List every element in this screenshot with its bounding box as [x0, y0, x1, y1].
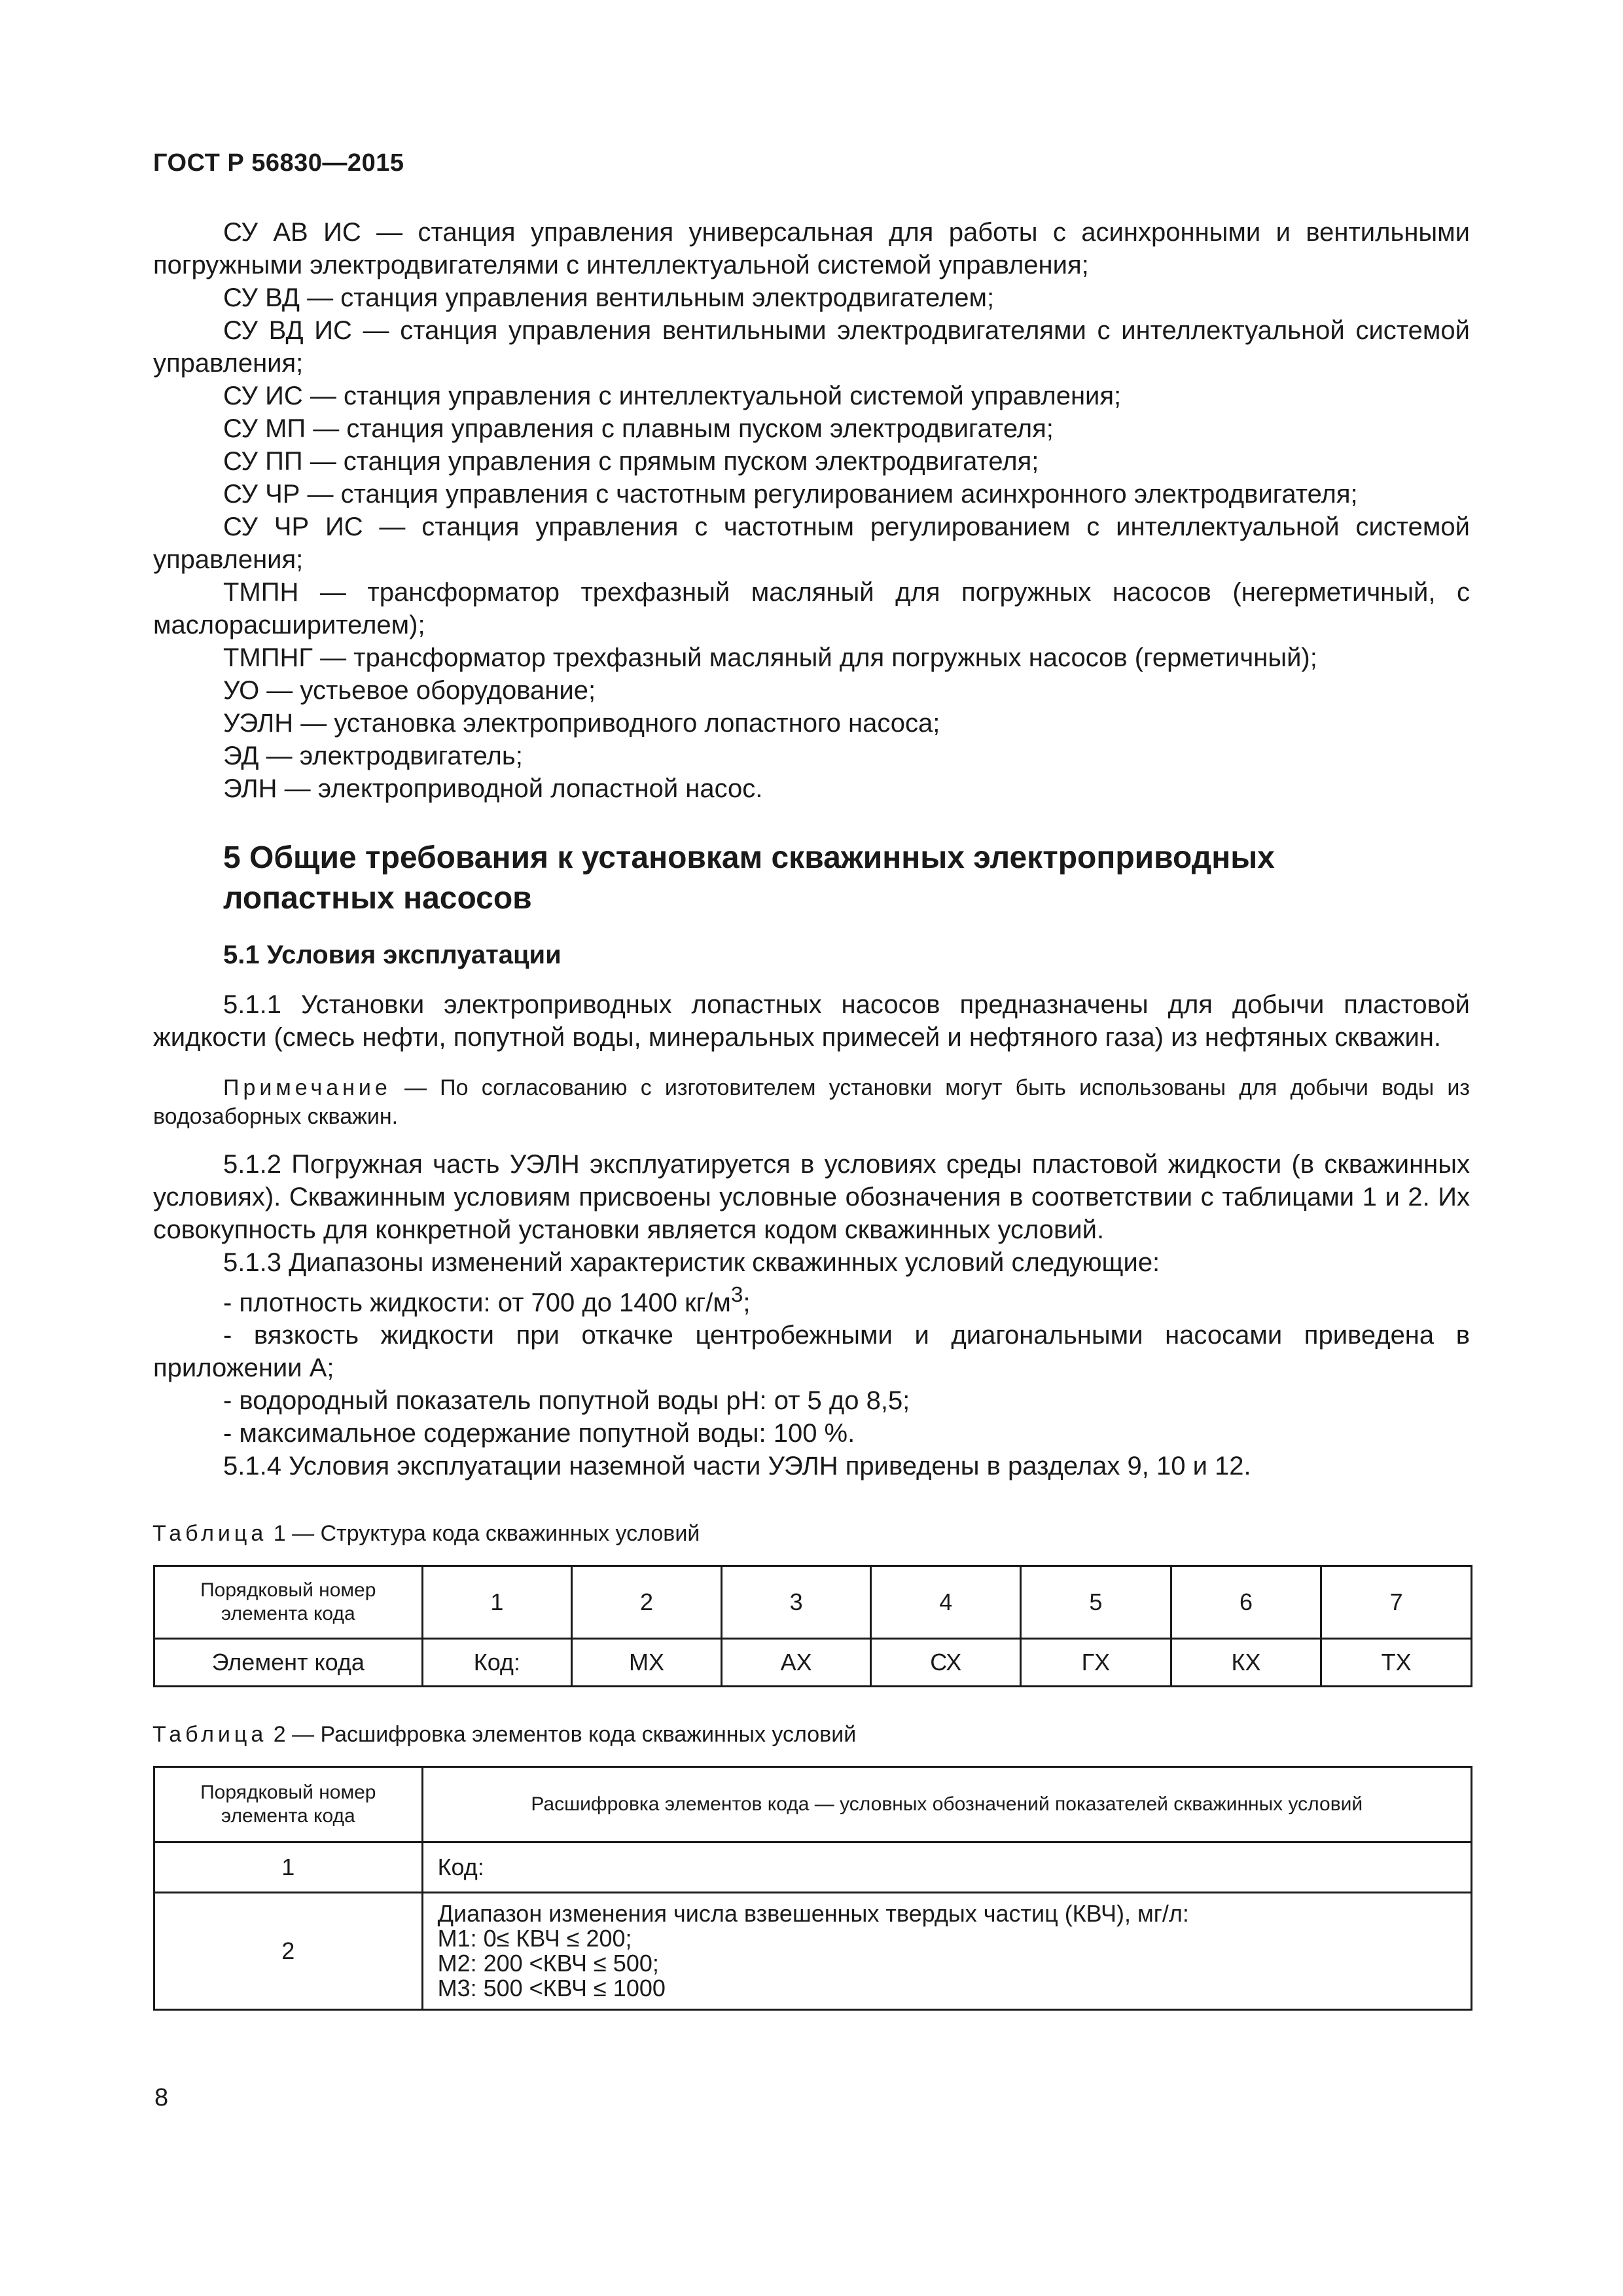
list-item-density	[153, 1279, 1470, 1319]
table-2-caption	[152, 1721, 1470, 1748]
table-cell-header: Порядковый номер элемента кода	[154, 1767, 423, 1842]
abbreviation-item: СУ ВД ИС — станция управления вентильными электродвигателями с интеллектуальной системой управления;	[153, 316, 1470, 378]
paragraph-5-1-4: 5.1.4 Условия эксплуатации наземной части УЭЛН приведены в разделах 9, 10 и 12.	[223, 1452, 1251, 1481]
abbreviation-item: ЭЛН — электроприводной лопастной насос.	[223, 774, 763, 803]
abbreviation-item: ТМПН — трансформатор трехфазный масляный для погружных насосов (негерметичный, с маслорасширителем);	[153, 578, 1470, 639]
table-cell-line: М2: 200 <КВЧ ≤ 500;	[437, 1950, 659, 1977]
table-cell: 7	[1321, 1566, 1472, 1639]
note-label: Примечание	[223, 1075, 391, 1100]
paragraph-5-1-3: 5.1.3 Диапазоны изменений характеристик скважинных условий следующие:	[223, 1248, 1160, 1277]
table-row	[154, 1639, 1472, 1687]
abbreviation-item: ЭД — электродвигатель;	[223, 742, 523, 770]
table-cell: 2	[572, 1566, 722, 1639]
table-2-caption-label: Таблица	[152, 1722, 268, 1748]
paragraph-5-1-1: 5.1.1 Установки электроприводных лопастных насосов предназначены для добычи пластовой жидкости (смесь нефти, попутной воды, минеральных примесей и нефтяного газа) из нефтяных скважин.	[153, 990, 1470, 1052]
table-cell: АХ	[721, 1639, 871, 1687]
abbreviation-list	[153, 216, 1470, 805]
table-2	[153, 1766, 1472, 2011]
section-5-title-line-2: лопастных насосов	[223, 881, 532, 916]
table-cell: 3	[721, 1566, 871, 1639]
note-paragraph	[153, 1073, 1470, 1131]
table-row	[154, 1893, 1472, 2010]
table-cell: 6	[1171, 1566, 1321, 1639]
list-item-ph: - водородный показатель попутной воды pH: от 5 до 8,5;	[223, 1386, 910, 1416]
density-superscript: 3	[730, 1283, 743, 1307]
note-text: — По согласованию с изготовителем установки могут быть использованы для добычи воды из водозаборных скважин.	[153, 1075, 1470, 1129]
table-1-caption	[152, 1520, 1470, 1547]
table-cell: Код:	[422, 1639, 572, 1687]
abbreviation-item: УО — устьевое оборудование;	[223, 676, 596, 705]
abbreviation-item: СУ АВ ИС — станция управления универсальная для работы с асинхронными и вентильными погружными электродвигателями с интеллектуальной системой управления;	[153, 218, 1470, 279]
table-cell-line: Диапазон изменения числа взвешенных твердых частиц (КВЧ), мг/л:	[437, 1900, 1189, 1928]
page-number: 8	[154, 2084, 169, 2111]
section-5-title-line-1: 5 Общие требования к установкам скважинных электроприводных	[223, 840, 1275, 875]
subsection-5-1-title: 5.1 Условия эксплуатации	[223, 941, 562, 969]
abbreviation-item: СУ ЧР — станция управления с частотным регулированием асинхронного электродвигателя;	[223, 480, 1358, 509]
table-cell	[422, 1893, 1471, 2010]
list-item-water: - максимальное содержание попутной воды: 100 %.	[223, 1419, 855, 1448]
table-cell: 1	[154, 1842, 423, 1893]
section-5-title	[153, 838, 1470, 919]
table-cell-header: Элемент кода	[154, 1639, 423, 1687]
table-cell: 2	[154, 1893, 423, 2010]
table-cell: КХ	[1171, 1639, 1321, 1687]
table-row	[154, 1566, 1472, 1639]
document-code-header: ГОСТ Р 56830—2015	[153, 149, 404, 177]
abbreviation-item: УЭЛН — установка электроприводного лопастного насоса;	[223, 709, 940, 738]
table-row	[154, 1767, 1472, 1842]
table-cell: Код:	[422, 1842, 1471, 1893]
table-cell: ТХ	[1321, 1639, 1472, 1687]
abbreviation-item: СУ ЧР ИС — станция управления с частотным регулированием с интеллектуальной системой управления;	[153, 512, 1470, 574]
table-1-caption-text: 1 — Структура кода скважинных условий	[267, 1521, 700, 1547]
abbreviation-item: СУ ВД — станция управления вентильным электродвигателем;	[223, 283, 995, 312]
abbreviation-item: СУ МП — станция управления с плавным пуском электродвигателя;	[223, 414, 1054, 443]
table-cell: 1	[422, 1566, 572, 1639]
list-item-viscosity: - вязкость жидкости при откачке центробежными и диагональными насосами приведена в приложении А;	[153, 1321, 1470, 1383]
table-cell-header: Расшифровка элементов кода — условных обозначений показателей скважинных условий	[422, 1767, 1471, 1842]
table-cell-line: М1: 0≤ КВЧ ≤ 200;	[437, 1925, 632, 1952]
document-body	[153, 216, 1470, 2011]
density-suffix: ;	[743, 1288, 751, 1318]
abbreviation-item: ТМПНГ — трансформатор трехфазный масляный для погружных насосов (герметичный);	[223, 643, 1317, 672]
table-cell: СХ	[871, 1639, 1021, 1687]
abbreviation-item: СУ ИС — станция управления с интеллектуальной системой управления;	[223, 382, 1122, 410]
table-cell-header: Порядковый номер элемента кода	[154, 1566, 423, 1639]
table-cell-line: М3: 500 <КВЧ ≤ 1000	[437, 1975, 666, 2002]
table-cell: МХ	[572, 1639, 722, 1687]
abbreviation-item: СУ ПП — станция управления с прямым пуском электродвигателя;	[223, 447, 1039, 476]
table-cell: ГХ	[1021, 1639, 1171, 1687]
table-1-caption-label: Таблица	[152, 1521, 268, 1547]
table-2-caption-text: 2 — Расшифровка элементов кода скважинных условий	[267, 1722, 857, 1748]
table-cell: 5	[1021, 1566, 1171, 1639]
table-row	[154, 1842, 1472, 1893]
density-text: - плотность жидкости: от 700 до 1400 кг/м	[223, 1288, 731, 1318]
table-cell: 4	[871, 1566, 1021, 1639]
table-1	[153, 1565, 1472, 1687]
paragraph-5-1-2: 5.1.2 Погружная часть УЭЛН эксплуатируется в условиях среды пластовой жидкости (в скважинных условиях). Скважинным условиям присвоены условные обозначения в соответствии с таблицами 1 и 2. Их совокупность для конкретной установки является кодом скважинных условий.	[153, 1150, 1470, 1244]
